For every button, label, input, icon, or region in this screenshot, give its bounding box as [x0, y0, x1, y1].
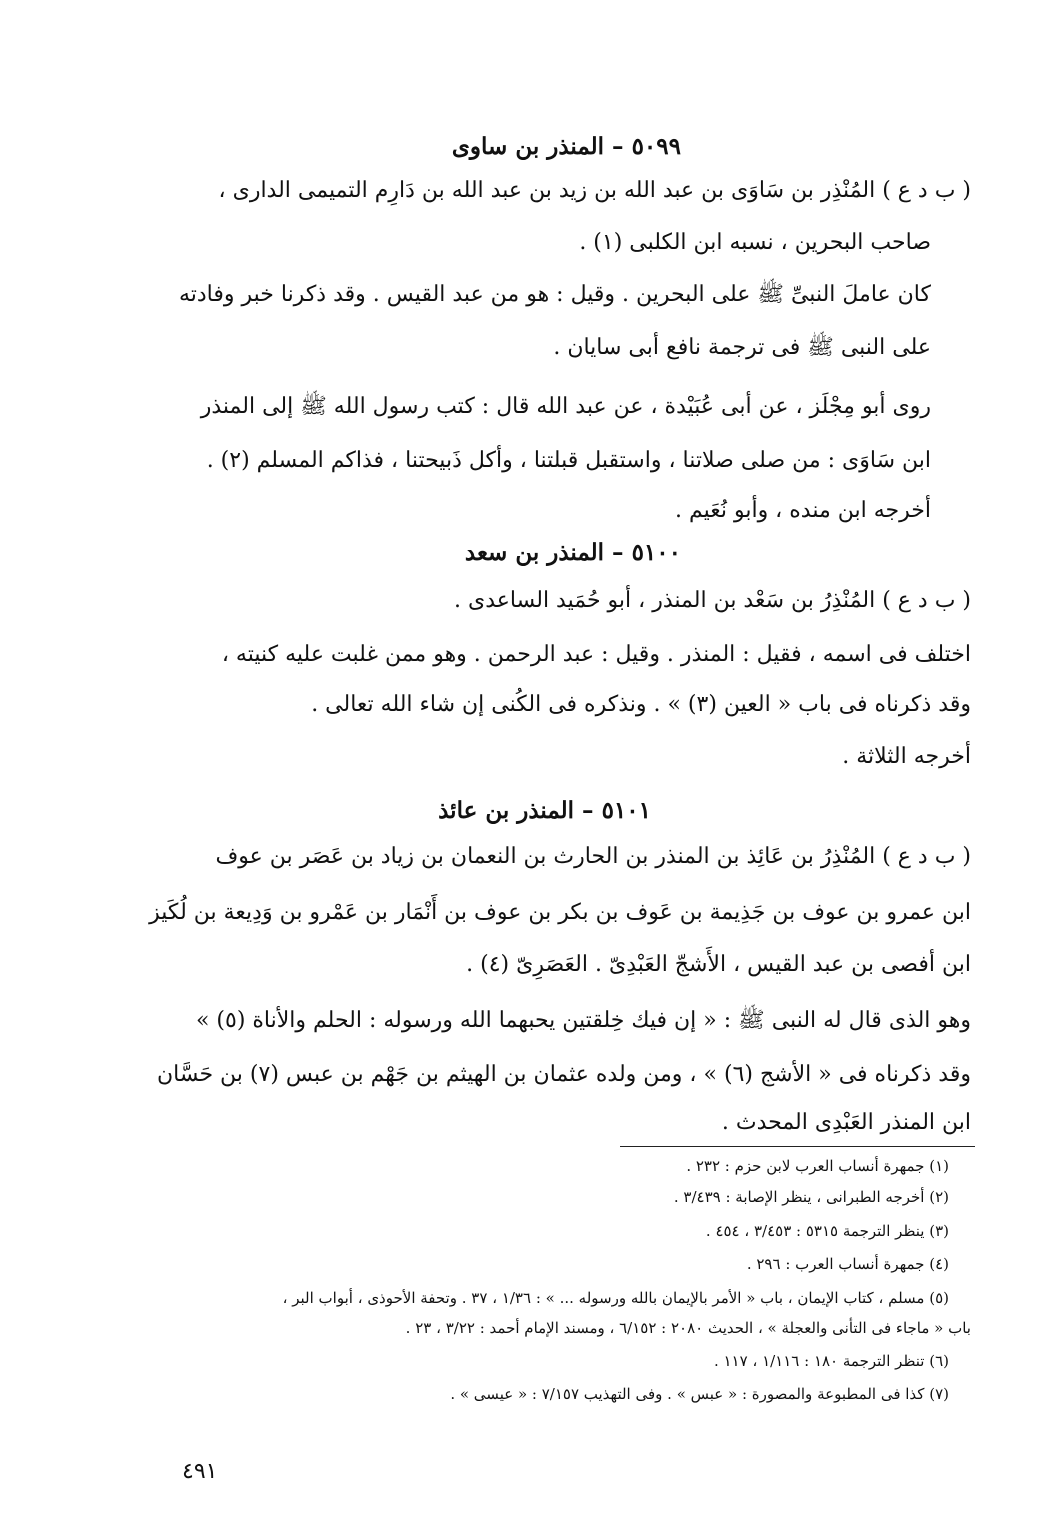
entry-text-line: وقد ذكرناه فى باب « العين (٣) » . ونذكره فى الكُنى إن شاء الله تعالى . — [311, 692, 971, 717]
entry-text-line: اختلف فى اسمه ، فقيل : المنذر . وقيل : عبد الرحمن . وهو ممن غلبت عليه كنيته ، — [221, 642, 971, 667]
entry-heading: ٥١٠١ – المنذر بن عائذ — [438, 797, 651, 824]
footnote-separator — [620, 1146, 975, 1147]
entry-text-line: ابن عمرو بن عوف بن جَذِيمة بن عَوف بن بكر بن عوف بن أَنْمَار بن عَمْرو بن وَدِيعة بن لُكَيز — [149, 900, 971, 925]
entry-text-line: ابن المنذر العَبْدِى المحدث . — [721, 1110, 971, 1135]
footnote: (٧) كذا فى المطبوعة والمصورة : « عبس » . وفى التهذيب ٧/١٥٧ : « عيسى » . — [450, 1385, 949, 1403]
entry-text-line: صاحب البحرين ، نسبه ابن الكلبى (١) . — [579, 230, 931, 255]
entry-text-line: ( ب د ع ) المُنْذِرُ بن سَعْد بن المنذر ، أبو حُمَيد الساعدى . — [454, 588, 971, 613]
entry-text-line: ( ب د ع ) المُنْذِرُ بن عَائِذ بن المنذر بن الحارث بن النعمان بن زياد بن عَصَر بن عوف — [215, 844, 971, 869]
entry-text-line: ابن سَاوَى : من صلى صلاتنا ، واستقبل قبلتنا ، وأكل ذَبيحتنا ، فذاكم المسلم (٢) . — [206, 448, 931, 473]
footnote: (٥) مسلم ، كتاب الإيمان ، باب « الأمر بالإيمان بالله ورسوله ... » : ١/٣٦ ، ٣٧ . وتحفة الأحوذى ، أبواب البر ، — [282, 1289, 949, 1307]
entry-text-line: ( ب د ع ) المُنْذِر بن سَاوَى بن عبد الله بن زيد بن عبد الله بن دَارِم التميمى الدارى ، — [218, 178, 971, 203]
entry-text-line: أخرجه ابن منده ، وأبو نُعَيم . — [674, 498, 931, 523]
footnote: (٦) تنظر الترجمة ١٨٠ : ١/١١٦ ، ١١٧ . — [713, 1352, 949, 1370]
entry-heading: ٥٠٩٩ – المنذر بن ساوى — [451, 133, 681, 160]
page-number: ٤٩١ — [182, 1459, 218, 1484]
entry-text-line: أخرجه الثلاثة . — [842, 744, 971, 769]
entry-text-line: على النبى ﷺ فى ترجمة نافع أبى سايان . — [553, 335, 931, 360]
footnote: (٣) ينظر الترجمة ٥٣١٥ : ٣/٤٥٣ ، ٤٥٤ . — [705, 1222, 949, 1240]
entry-text-line: روى أبو مِجْلَز ، عن أبى عُبَيْدة ، عن عبد الله قال : كتب رسول الله ﷺ إلى المنذر — [200, 394, 931, 419]
entry-text-line: كان عاملَ النبىِّ ﷺ على البحرين . وقيل : هو من عبد القيس . وقد ذكرنا خبر وفادته — [178, 282, 931, 307]
entry-text-line: ابن أفصى بن عبد القيس ، الأَشجّ العَبْدِىّ . العَصَرِىّ (٤) . — [466, 952, 971, 977]
footnote: (١) جمهرة أنساب العرب لابن حزم : ٢٣٢ . — [686, 1157, 949, 1175]
footnote: باب « ماجاء فى التأنى والعجلة » ، الحديث ٢٠٨٠ : ٦/١٥٢ ، ومسند الإمام أحمد : ٣/٢٢ ، ٢٣ . — [405, 1319, 971, 1337]
entry-heading: ٥١٠٠ – المنذر بن سعد — [464, 539, 681, 566]
entry-text-line: وقد ذكرناه فى « الأشج (٦) » ، ومن ولده عثمان بن الهيثم بن جَهْم بن عبس (٧) بن حَسَّان — [156, 1062, 971, 1087]
footnote: (٤) جمهرة أنساب العرب : ٢٩٦ . — [746, 1255, 949, 1273]
entry-text-line: وهو الذى قال له النبى ﷺ : « إن فيك خِلقتين يحبهما الله ورسوله : الحلم والأناة (٥) » — [195, 1008, 971, 1033]
footnote: (٢) أخرجه الطبرانى ، ينظر الإصابة : ٣/٤٣٩ . — [673, 1188, 949, 1206]
